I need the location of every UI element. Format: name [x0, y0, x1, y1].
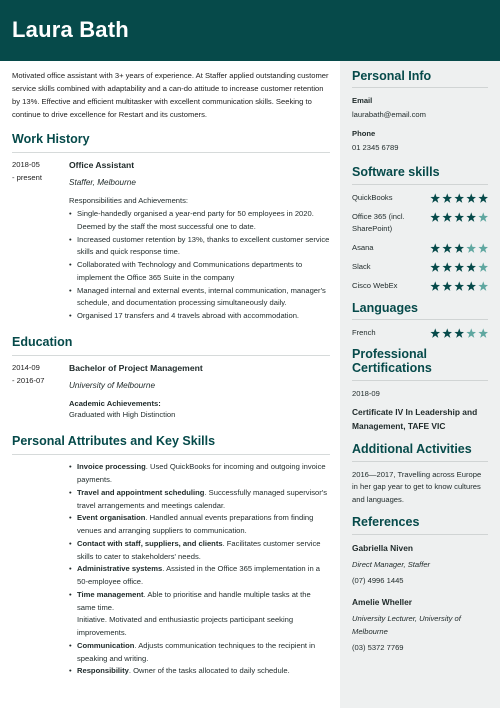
- education-title: Education: [12, 333, 330, 356]
- education-date-end: - 2016-07: [12, 375, 45, 385]
- skill-row: [352, 327, 488, 339]
- education-entry: [12, 362, 330, 422]
- star-filled-icon: [442, 281, 453, 292]
- attribute-name: Invoice processing: [77, 462, 146, 472]
- list-item: [69, 487, 330, 513]
- reference-item: [352, 596, 488, 655]
- personal-info-title: Personal Info: [352, 69, 488, 88]
- star-filled-icon: [466, 262, 477, 273]
- phone-value: 01 2345 6789: [352, 143, 399, 153]
- attribute-text: . Successfully managed supervisor's travel arrangements and meetings calendar.: [77, 487, 328, 510]
- star-empty-icon: [478, 243, 489, 254]
- candidate-name: Laura Bath: [12, 17, 129, 42]
- reference-name: Gabriella Niven: [352, 542, 413, 553]
- rating-stars: [430, 242, 489, 254]
- star-filled-icon: [454, 328, 465, 339]
- work-date-start: 2018-05: [12, 159, 40, 169]
- attribute-name: Time management: [77, 589, 144, 599]
- skill-name: Slack: [352, 262, 371, 272]
- star-filled-icon: [430, 243, 441, 254]
- list-item: [69, 538, 330, 564]
- reference-item: [352, 542, 488, 588]
- certification-name: Certificate IV In Leadership and Management, TAFE VIC: [352, 406, 478, 432]
- star-filled-icon: [442, 243, 453, 254]
- skill-row: [352, 211, 488, 235]
- skill-row: [352, 280, 488, 292]
- header-banner: [0, 0, 500, 61]
- star-empty-icon: [478, 212, 489, 223]
- list-item: [69, 665, 330, 678]
- star-filled-icon: [442, 328, 453, 339]
- attribute-text: . Facilitates customer service skills to cater to stakeholders' needs.: [77, 538, 321, 561]
- profile-summary: Motivated office assistant with 3+ years of experience. At Staffer applied outstanding customer service skills combined with adaptability and a can-do attitude to increase customer retention by 13%. Effective and efficient multitasker with excellent communication skills. Seeking to continue to drive excellence for Restart and its customers.: [12, 71, 329, 119]
- rating-stars: [430, 261, 489, 273]
- email-label: Email: [352, 96, 373, 106]
- reference-phone: (07) 4996 1445: [352, 575, 404, 585]
- star-filled-icon: [466, 193, 477, 204]
- skill-name: QuickBooks: [352, 192, 393, 202]
- activities-title: Additional Activities: [352, 442, 488, 461]
- list-item: • Organised 17 transfers and 4 travels abroad with accommodation.: [69, 310, 330, 323]
- star-empty-icon: [478, 262, 489, 273]
- star-filled-icon: [430, 262, 441, 273]
- star-filled-icon: [430, 193, 441, 204]
- attribute-name: Communication: [77, 640, 135, 650]
- reference-role: University Lecturer, University of Melbourne: [352, 613, 461, 636]
- attributes-list: [12, 461, 330, 678]
- list-item: [69, 640, 330, 666]
- work-dates: [12, 159, 69, 323]
- list-item: • Increased customer retention by 13%, thanks to excellent customer service skills and quick response time.: [69, 234, 330, 260]
- attribute-text: . Handled annual events preparations from finding venues and arranging suppliers to communication.: [77, 513, 314, 535]
- work-date-end: - present: [12, 172, 42, 182]
- star-filled-icon: [454, 243, 465, 254]
- certifications-title: Professional Certifications: [352, 347, 488, 381]
- list-item: [69, 563, 330, 589]
- degree-title: Bachelor of Project Management: [69, 362, 203, 373]
- education-date-start: 2014-09: [12, 362, 40, 372]
- attribute-text: . Able to prioritise and handle multiple tasks at the same time.: [77, 589, 311, 612]
- activities-text: 2016—2017, Travelling across Europe in her gap year to get to know cultures and languages.: [352, 469, 482, 505]
- list-item: [69, 512, 330, 538]
- list-item: • Collaborated with Technology and Communications departments to implement the Office 365 Suite in the company: [69, 259, 330, 285]
- rating-stars: [430, 192, 489, 204]
- attribute-name: Contact with staff, suppliers, and clients: [77, 538, 223, 548]
- star-filled-icon: [430, 281, 441, 292]
- main-column: [12, 70, 330, 678]
- skill-name: Asana: [352, 243, 374, 253]
- attributes-title: Personal Attributes and Key Skills: [12, 432, 330, 455]
- star-filled-icon: [454, 262, 465, 273]
- attribute-extra-text: Initiative. Motivated and enthusiastic projects participant seeking improvements.: [77, 615, 294, 637]
- star-filled-icon: [454, 281, 465, 292]
- star-empty-icon: [478, 281, 489, 292]
- attribute-name: Responsibility: [77, 666, 129, 676]
- education-dates: [12, 362, 69, 422]
- attribute-text: . Adjusts communication techniques to the recipient in speaking and writing.: [77, 640, 316, 663]
- skill-name: Cisco WebEx: [352, 281, 398, 291]
- languages-title: Languages: [352, 301, 488, 320]
- attribute-name: Event organisation: [77, 513, 146, 523]
- responsibilities-heading: Responsibilities and Achievements:: [69, 196, 189, 206]
- list-item: • Managed internal and external events, internal communication, manager's schedule, and documentation processing simultaneously daily.: [69, 285, 330, 311]
- skill-row: [352, 242, 488, 254]
- star-empty-icon: [478, 328, 489, 339]
- star-filled-icon: [478, 193, 489, 204]
- sidebar: [340, 61, 500, 708]
- job-title: Office Assistant: [69, 159, 135, 170]
- star-filled-icon: [442, 262, 453, 273]
- skill-row: [352, 192, 488, 204]
- reference-name: Amelie Wheller: [352, 596, 413, 607]
- star-filled-icon: [430, 328, 441, 339]
- star-filled-icon: [466, 281, 477, 292]
- email-value: laurabath@email.com: [352, 110, 426, 120]
- certification-date: 2018-09: [352, 388, 380, 398]
- rating-stars: [430, 280, 489, 292]
- academic-achievements-text: Graduated with High Distinction: [69, 410, 176, 420]
- software-skills-list: [352, 192, 488, 293]
- skill-name: French: [352, 327, 376, 337]
- phone-label: Phone: [352, 129, 376, 139]
- star-filled-icon: [430, 212, 441, 223]
- attribute-text: . Owner of the tasks allocated to daily schedule.: [128, 666, 290, 676]
- work-bullets: [69, 208, 330, 323]
- school-name: University of Melbourne: [69, 381, 156, 391]
- work-entry: [12, 159, 330, 323]
- software-skills-title: Software skills: [352, 165, 488, 184]
- skill-name: Office 365 (incl. SharePoint): [352, 211, 405, 234]
- skill-row: [352, 261, 488, 273]
- star-empty-icon: [466, 243, 477, 254]
- rating-stars: [430, 211, 489, 223]
- star-filled-icon: [454, 212, 465, 223]
- star-empty-icon: [466, 328, 477, 339]
- academic-achievements-heading: Academic Achievements:: [69, 399, 161, 409]
- references-title: References: [352, 515, 488, 534]
- attribute-name: Travel and appointment scheduling: [77, 487, 205, 497]
- reference-role: Direct Manager, Staffer: [352, 559, 431, 569]
- star-filled-icon: [442, 212, 453, 223]
- reference-phone: (03) 5372 7769: [352, 642, 404, 652]
- attribute-text: . Assisted in the Office 365 implementation in a 50-employee office.: [77, 564, 320, 586]
- star-filled-icon: [466, 212, 477, 223]
- work-history-title: Work History: [12, 130, 330, 153]
- list-item: [69, 461, 330, 487]
- company-name: Staffer, Melbourne: [69, 178, 136, 188]
- attribute-text: . Used QuickBooks for incoming and outgoing invoice payments.: [77, 462, 326, 484]
- attribute-name: Administrative systems: [77, 564, 163, 574]
- list-item: • Single-handedly organised a year-end party for 50 employees in 2020. Deemed by the staff the most successful one to date.: [69, 208, 330, 234]
- star-filled-icon: [454, 193, 465, 204]
- languages-list: [352, 327, 488, 339]
- rating-stars: [430, 327, 489, 339]
- list-item: [69, 589, 330, 640]
- star-filled-icon: [442, 193, 453, 204]
